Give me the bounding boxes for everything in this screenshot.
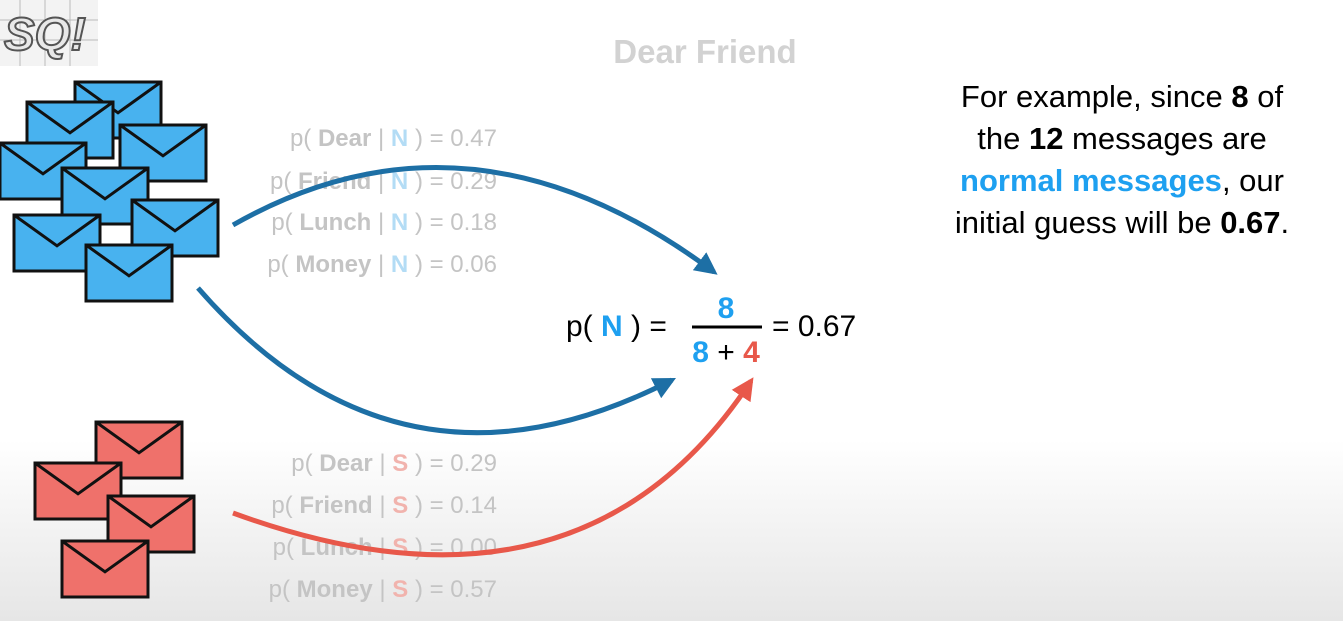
prob-spam-dear: p( Dear | S ) = 0.29 [291,450,497,477]
prob-spam-money: p( Money | S ) = 0.57 [268,576,497,603]
explanation-line-3: normal messages, our [960,163,1284,198]
formula-denominator: 8 + 4 [692,336,760,369]
prob-normal-friend: p( Friend | N ) = 0.29 [269,168,497,195]
formula-result: = 0.67 [772,310,857,343]
prior-formula [566,292,856,369]
formula-lhs: p( N ) = [566,310,667,343]
prob-normal-lunch: p( Lunch | N ) = 0.18 [271,209,497,236]
explanation-line-1: For example, since 8 of [960,79,1284,114]
prob-normal-money: p( Money | N ) = 0.06 [267,251,497,278]
spam-envelope-stack [35,422,194,597]
prob-normal-dear: p( Dear | N ) = 0.47 [289,125,497,152]
page-title: Dear Friend [613,33,797,70]
spam-probabilities [269,450,497,603]
explanation-line-2: the 12 messages are [977,121,1267,156]
normal-envelope-stack [0,82,218,301]
explanation-line-4: initial guess will be 0.67. [954,205,1290,240]
normal-probabilities [267,125,497,278]
explanation-text [912,76,1332,244]
formula-numerator: 8 [717,292,735,325]
logo-text: SQ! [4,8,86,60]
normal-envelope-icon [86,245,172,301]
prob-spam-lunch: p( Lunch | S ) = 0.00 [272,534,497,561]
statquest-logo [0,0,98,66]
prob-spam-friend: p( Friend | S ) = 0.14 [271,492,497,519]
spam-envelope-icon [62,541,148,597]
